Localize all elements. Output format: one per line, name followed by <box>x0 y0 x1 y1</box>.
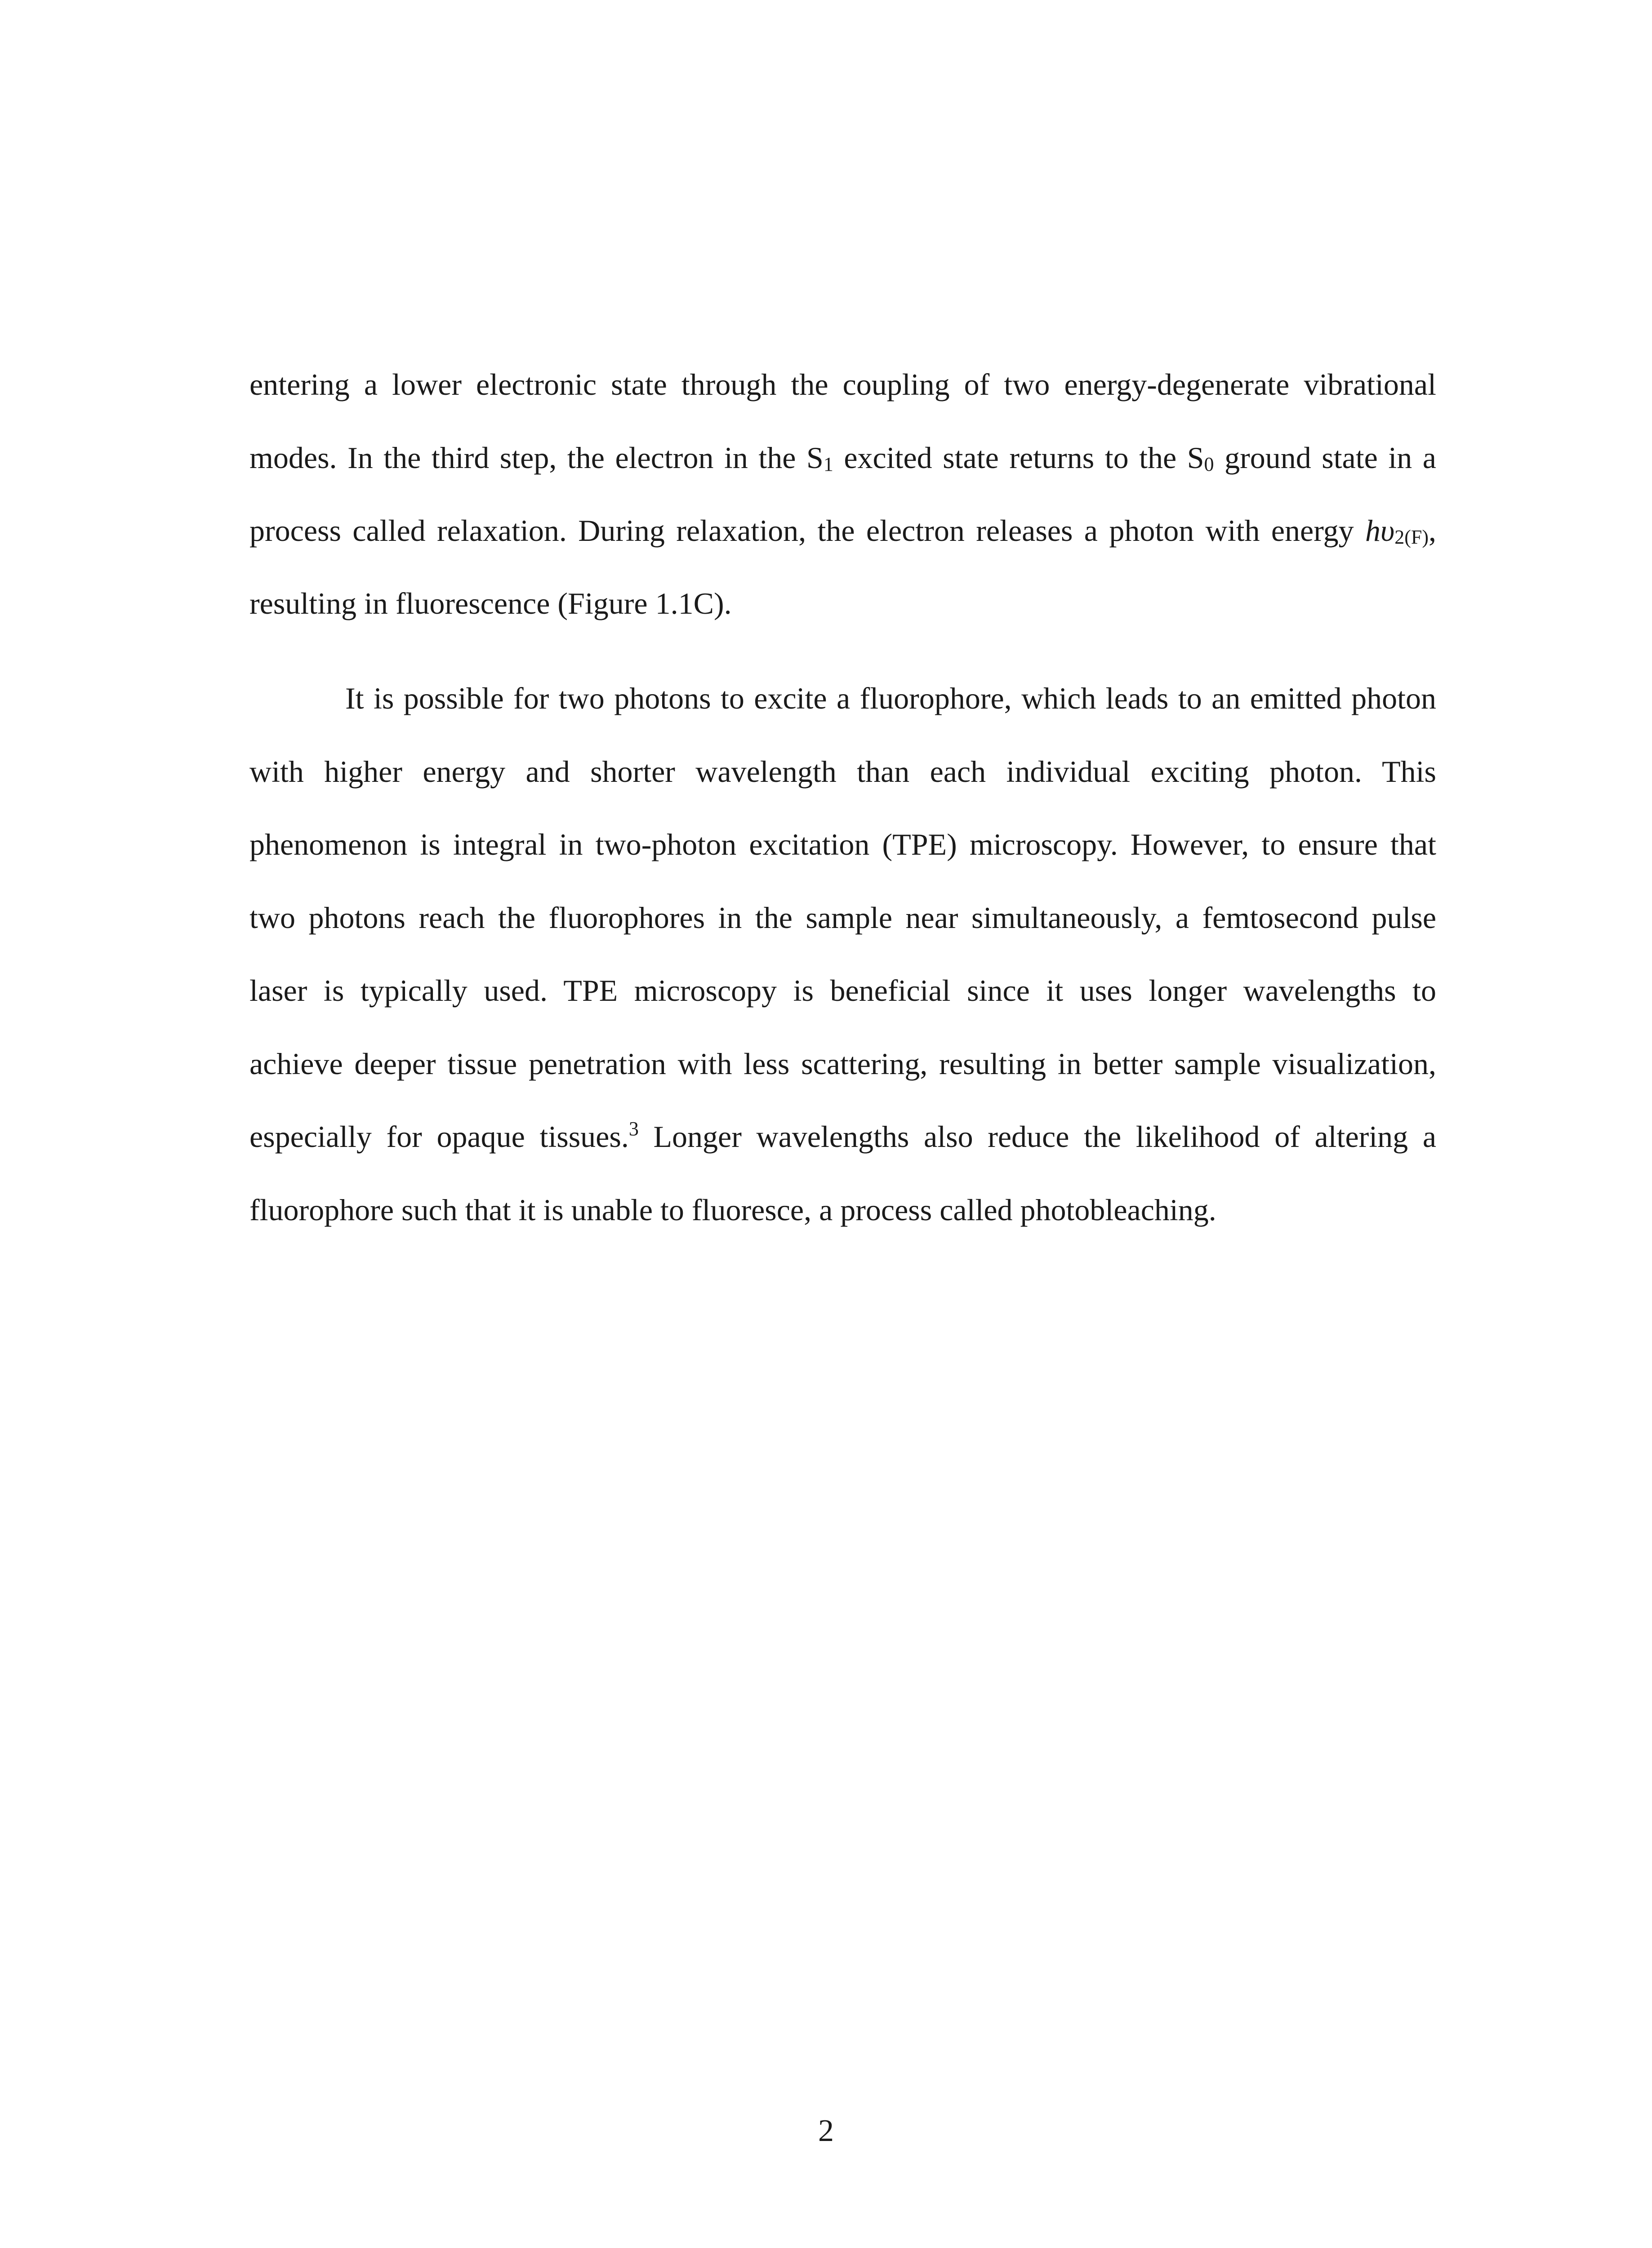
text-run: modes. In the third step, the electron in the S <box>249 441 824 475</box>
subscript: 1 <box>823 453 833 475</box>
paragraph-1-line-2 <box>249 440 1436 476</box>
text-run: , <box>1429 513 1436 548</box>
text-run: phenomenon is integral in two-photon excitation (TPE) microscopy. However, to ensure that <box>249 827 1436 861</box>
subscript: 0 <box>1204 453 1214 475</box>
text-run: achieve deeper tissue penetration with less scattering, resulting in better sample visualization, <box>249 1047 1436 1081</box>
text-run: laser is typically used. TPE microscopy is beneficial since it uses longer wavelengths to <box>249 973 1436 1008</box>
paragraph-2-line-1 <box>345 680 1436 716</box>
text-run: Longer wavelengths also reduce the likelihood of altering a <box>638 1120 1437 1154</box>
subscript: 2(F) <box>1394 526 1429 548</box>
text-run: process called relaxation. During relaxation, the electron releases a photon with energy <box>249 513 1365 548</box>
text-run: It is possible for two photons to excite a fluorophore, which leads to an emitted photon <box>345 681 1436 715</box>
text-run: excited state returns to the S <box>833 441 1204 475</box>
paragraph-1-line-1 <box>249 366 1436 402</box>
text-run: especially for opaque tissues. <box>249 1120 629 1154</box>
text-run: resulting in fluorescence (Figure 1.1C). <box>249 586 732 620</box>
paragraph-2-line-2 <box>249 754 1436 789</box>
page-number: 2 <box>818 2114 834 2148</box>
text-run: entering a lower electronic state through the coupling of two energy-degenerate vibrational <box>249 367 1436 401</box>
paragraph-2-line-4 <box>249 900 1436 936</box>
photon-energy-symbol: hυ <box>1365 513 1395 548</box>
paragraph-2-line-6 <box>249 1046 1436 1082</box>
paragraph-2-line-7 <box>249 1119 1436 1155</box>
paragraph-1-line-4 <box>249 585 1436 621</box>
paragraph-2-line-8 <box>249 1192 1436 1228</box>
paragraph-2-line-5 <box>249 972 1436 1008</box>
text-run: two photons reach the fluorophores in the sample near simultaneously, a femtosecond pulse <box>249 901 1436 935</box>
text-run: ground state in a <box>1214 441 1436 475</box>
text-run: with higher energy and shorter wavelength than each individual exciting photon. This <box>249 754 1436 789</box>
text-run: fluorophore such that it is unable to fluoresce, a process called photobleaching. <box>249 1193 1216 1227</box>
citation-superscript: 3 <box>628 1118 639 1140</box>
paragraph-1-line-3 <box>249 513 1436 549</box>
paragraph-2-line-3 <box>249 826 1436 862</box>
